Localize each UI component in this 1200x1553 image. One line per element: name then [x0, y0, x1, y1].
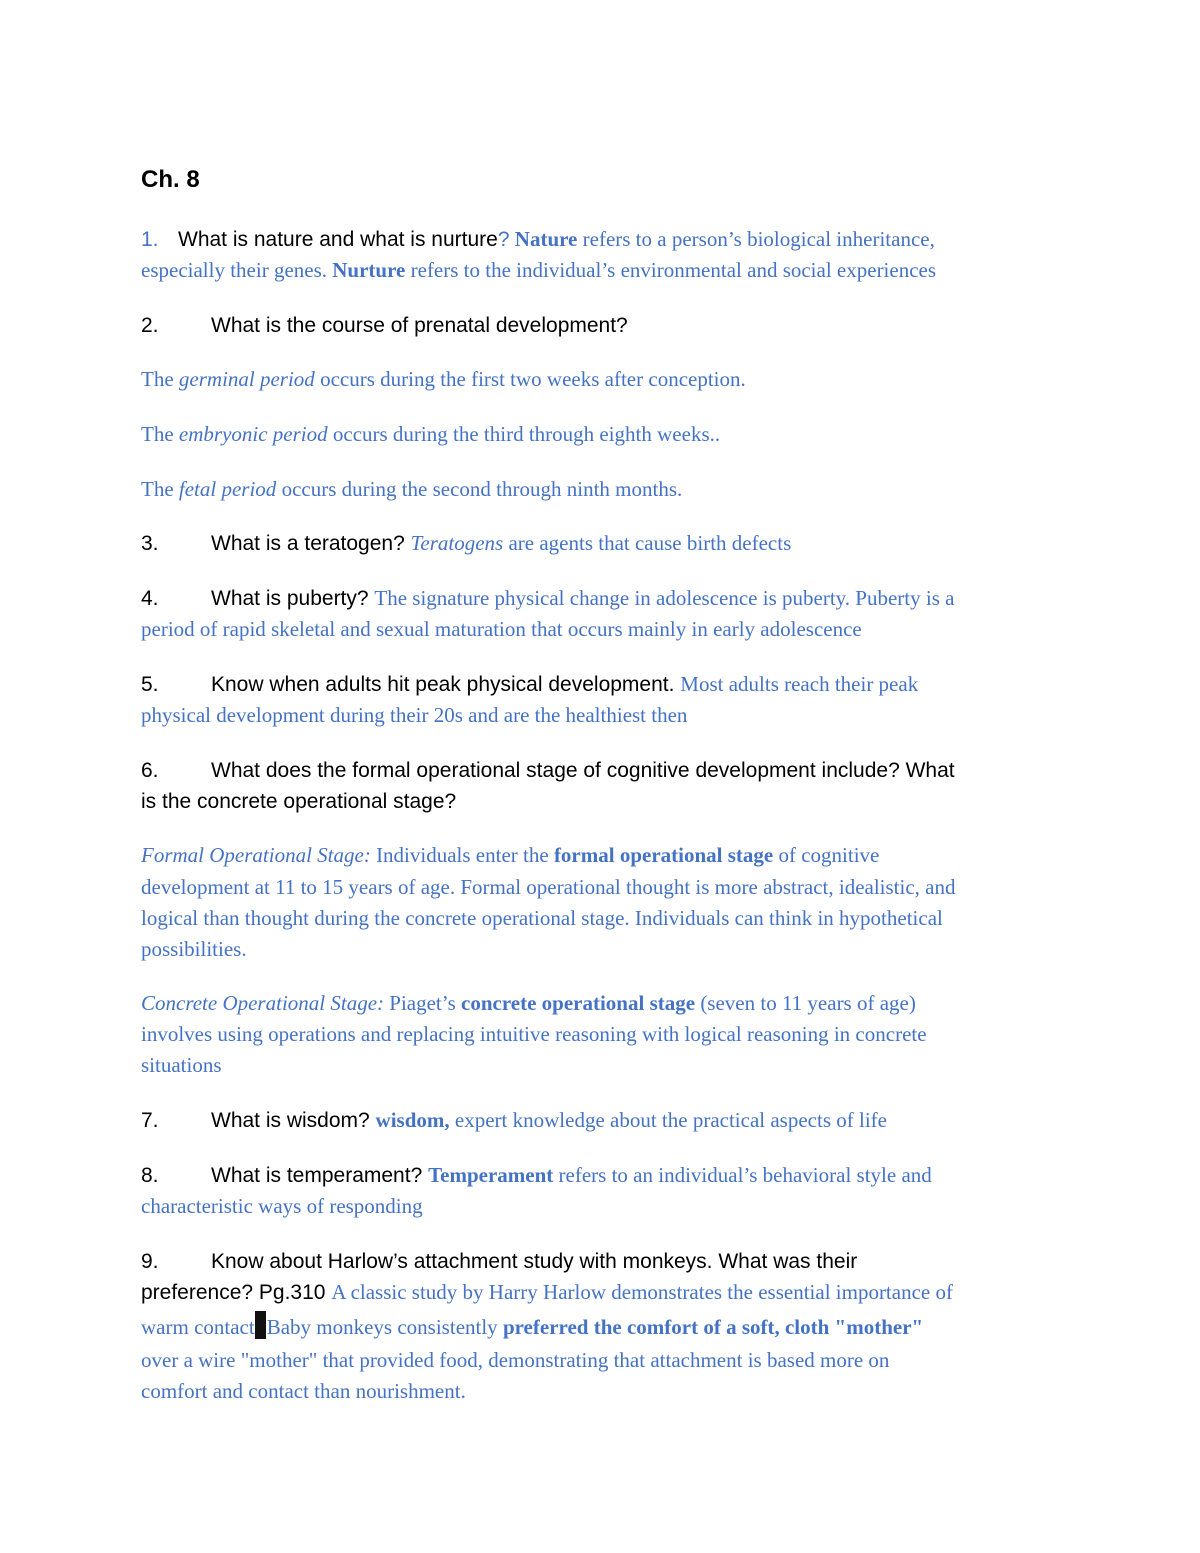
concrete-stage-text-4: situations — [141, 1053, 222, 1077]
q2-fetal-answer — [141, 474, 682, 505]
q7-line — [141, 1105, 887, 1136]
q6-question-part-1: What does the formal operational stage of cognitive development include? What — [211, 759, 955, 782]
q5-number: 5. — [141, 673, 159, 696]
q1-term-nurture: Nurture — [332, 258, 406, 282]
q3-term: Teratogens — [410, 531, 504, 555]
fetal-prefix: The — [141, 477, 179, 501]
q4-answer-part-1: The signature physical change in adolescence is puberty. Puberty is a — [374, 586, 955, 610]
q1-question-mark: ? — [497, 228, 510, 251]
embryonic-term: embryonic period — [178, 422, 328, 446]
q5-line-2 — [141, 700, 687, 731]
q3-question: What is a teratogen? — [211, 532, 411, 555]
formal-stage-text-3: development at 11 to 15 years of age. Formal operational thought is more abstract, idealistic, and — [141, 875, 956, 899]
germinal-rest: occurs during the first two weeks after conception. — [314, 367, 746, 391]
q9-answer-part-5: comfort and contact than nourishment. — [141, 1379, 466, 1403]
q8-term: Temperament — [428, 1163, 554, 1187]
q8-line-2 — [141, 1191, 423, 1222]
q7-number: 7. — [141, 1109, 159, 1132]
q1-question: What is nature and what is nurture — [178, 228, 498, 251]
q9-question-part-1: Know about Harlow’s attachment study with monkeys. What was their — [211, 1250, 858, 1273]
concrete-stage-label: Concrete Operational Stage: — [141, 991, 385, 1015]
q4-number: 4. — [141, 587, 159, 610]
q1-term-nature: Nature — [514, 227, 578, 251]
q4-answer-part-2: period of rapid skeletal and sexual maturation that occurs mainly in early adolescence — [141, 617, 862, 641]
q4-question: What is puberty? — [211, 587, 375, 610]
q5-question: Know when adults hit peak physical development. — [211, 673, 681, 696]
concrete-stage-line-1 — [141, 988, 916, 1019]
q3-answer: are agents that cause birth defects — [503, 531, 792, 555]
q1-line-2 — [141, 255, 936, 286]
q8-question: What is temperament? — [211, 1164, 429, 1187]
q9-term: preferred the comfort of a soft, cloth "mother" — [502, 1315, 924, 1339]
formal-stage-text-2: of cognitive — [773, 843, 880, 867]
formal-stage-term: formal operational stage — [553, 843, 774, 867]
q8-line-1 — [141, 1160, 932, 1191]
q4-line-2 — [141, 614, 862, 645]
q1-answer-part-1: refers to a person’s biological inheritance, — [577, 227, 935, 251]
fetal-term: fetal period — [178, 477, 277, 501]
q9-answer-part-4: over a wire "mother" that provided food, demonstrating that attachment is based more on — [141, 1348, 890, 1372]
q9-number: 9. — [141, 1250, 159, 1273]
concrete-stage-text-3: involves using operations and replacing intuitive reasoning with logical reasoning in concrete — [141, 1022, 927, 1046]
q3-line — [141, 528, 791, 559]
germinal-prefix: The — [141, 367, 179, 391]
q9-line-3 — [141, 1311, 923, 1343]
concrete-stage-line-2 — [141, 1019, 927, 1050]
q6-line-2 — [141, 786, 456, 817]
q2-question: What is the course of prenatal development? — [211, 314, 628, 337]
q6-question-part-2: is the concrete operational stage? — [141, 790, 457, 813]
q4-line-1 — [141, 583, 954, 614]
concrete-stage-text-1: Piaget’s — [384, 991, 462, 1015]
q9-line-4 — [141, 1345, 889, 1376]
formal-stage-text-1: Individuals enter the — [370, 843, 554, 867]
embryonic-prefix: The — [141, 422, 179, 446]
q9-line-5 — [141, 1376, 466, 1407]
q8-answer-part-1: refers to an individual’s behavioral style and — [553, 1163, 932, 1187]
formal-stage-line-1 — [141, 840, 879, 871]
q6-number: 6. — [141, 759, 159, 782]
concrete-stage-term: concrete operational stage — [461, 991, 696, 1015]
q6-line-1 — [141, 755, 955, 786]
q5-answer-part-1: Most adults reach their peak — [680, 672, 919, 696]
formal-stage-label: Formal Operational Stage: — [141, 843, 371, 867]
q2-line — [141, 310, 628, 341]
q9-answer-part-2: warm contact — [141, 1315, 255, 1339]
q1-answer-part-3: refers to the individual’s environmental and social experiences — [405, 258, 937, 282]
chapter-title: Ch. 8 — [141, 166, 200, 193]
q2-embryonic-answer — [141, 419, 720, 450]
text-cursor — [255, 1311, 266, 1339]
formal-stage-line-3 — [141, 903, 943, 934]
q9-line-2 — [141, 1277, 953, 1308]
formal-stage-text-5: possibilities. — [141, 937, 247, 961]
concrete-stage-text-2: (seven to 11 years of age) — [695, 991, 916, 1015]
concrete-stage-line-3 — [141, 1050, 222, 1081]
q7-question: What is wisdom? — [211, 1109, 376, 1132]
fetal-rest: occurs during the second through ninth months. — [276, 477, 683, 501]
formal-stage-line-2 — [141, 872, 956, 903]
q9-line-1 — [141, 1246, 857, 1277]
q2-number: 2. — [141, 314, 159, 337]
q8-answer-part-2: characteristic ways of responding — [141, 1194, 423, 1218]
q1-answer-part-2: especially their genes. — [141, 258, 333, 282]
embryonic-rest: occurs during the third through eighth weeks.. — [327, 422, 721, 446]
q1-line-1 — [141, 224, 935, 255]
formal-stage-text-4: logical than thought during the concrete operational stage. Individuals can think in hypothetical — [141, 906, 943, 930]
q7-term: wisdom, — [375, 1108, 450, 1132]
q5-line-1 — [141, 669, 918, 700]
q9-answer-part-1: A classic study by Harry Harlow demonstrates the essential importance of — [331, 1280, 953, 1304]
q9-answer-part-3: Baby monkeys consistently — [266, 1315, 503, 1339]
q7-answer: expert knowledge about the practical aspects of life — [449, 1108, 887, 1132]
q9-question-part-2: preference? Pg.310 — [141, 1281, 332, 1304]
q8-number: 8. — [141, 1164, 159, 1187]
germinal-term: germinal period — [178, 367, 315, 391]
q1-number: 1. — [141, 228, 159, 251]
formal-stage-line-4 — [141, 934, 247, 965]
q2-germinal-answer — [141, 364, 746, 395]
q5-answer-part-2: physical development during their 20s and are the healthiest then — [141, 703, 688, 727]
q3-number: 3. — [141, 532, 159, 555]
